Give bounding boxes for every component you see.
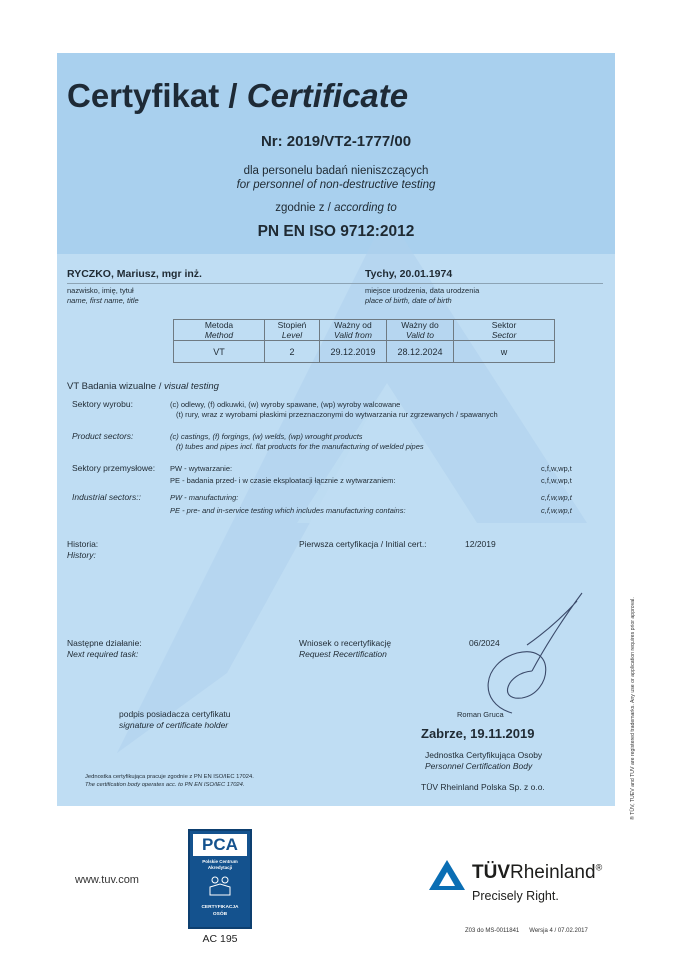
header-valid-from: Ważny od Valid from: [320, 320, 387, 341]
tuv-slogan: Precisely Right.: [472, 889, 559, 903]
header-valid-to: Ważny do Valid to: [387, 320, 454, 341]
initial-cert-date: 12/2019: [465, 539, 496, 549]
cell-valid-to: 28.12.2024: [387, 341, 454, 363]
industrial-sectors-label-en: Industrial sectors::: [72, 492, 141, 502]
method-description: VT Badania wizualne / visual testing: [67, 381, 219, 392]
industrial-sectors-label-pl: Sektory przemysłowe:: [72, 463, 156, 473]
pca-line4: OSÓB: [212, 912, 228, 917]
tuv-brand: TÜVRheinland®: [472, 862, 603, 883]
website-link[interactable]: www.tuv.com: [75, 874, 139, 886]
people-icon: [208, 875, 232, 897]
recertification-label: Wniosek o recertyfikację Request Recertification: [299, 638, 392, 659]
certificate-number: Nr: 2019/VT2-1777/00: [260, 133, 412, 150]
for-en: for personnel of non-destructive testing: [236, 179, 436, 191]
birth-info: Tychy, 20.01.1974: [365, 268, 453, 280]
form-reference: Z03 do MS-0011841 Wersja 4 / 07.02.2017: [465, 928, 588, 934]
name-label: nazwisko, imię, tytuł name, first name, title: [67, 286, 139, 305]
tuv-triangle-icon: [427, 858, 467, 892]
product-sectors-label-en: Product sectors:: [72, 431, 134, 441]
divider: [67, 283, 603, 284]
pca-logo: [188, 829, 252, 929]
industrial-pw-pl: PW - wytwarzanie:: [170, 464, 233, 473]
method-level-table: [173, 319, 555, 363]
industrial-pe-pl-code: c,f,w,wp,t: [541, 476, 572, 485]
issue-place-date: Zabrze, 19.11.2019: [421, 726, 535, 741]
cell-sector: w: [454, 341, 555, 363]
cell-valid-from: 29.12.2019: [320, 341, 387, 363]
industrial-pe-pl: PE - badania przed- i w czasie eksploatacji łącznie z wytwarzaniem:: [170, 476, 396, 485]
header-method: Metoda Method: [174, 320, 265, 341]
next-task-label: Następne działanie: Next required task:: [67, 638, 142, 659]
header-level: Stopień Level: [265, 320, 320, 341]
cell-level: 2: [265, 341, 320, 363]
birth-label: miejsce urodzenia, data urodzenia place of birth, date of birth: [365, 286, 480, 305]
table-row: [174, 341, 555, 363]
signature-scribble: [437, 583, 587, 723]
industrial-pw-en-code: c,f,w,wp,t: [541, 493, 572, 502]
according-to: [57, 202, 615, 214]
title-en: Certificate: [246, 77, 409, 114]
pca-code: AC 195: [202, 933, 238, 945]
initial-cert-label: Pierwsza certyfikacja / Initial cert.:: [299, 539, 427, 549]
holder-signature-label: podpis posiadacza certyfikatu signature of certificate holder: [119, 709, 231, 730]
according-en: according to: [334, 202, 397, 214]
industrial-pw-pl-code: c,f,w,wp,t: [541, 464, 572, 473]
title-pl: Certyfikat /: [67, 77, 238, 114]
product-sectors-label-pl: Sektory wyrobu:: [72, 399, 133, 409]
pca-line3: CERTYFIKACJA: [201, 905, 239, 910]
table-header-row: [174, 320, 555, 341]
pca-line2: Akredytacji: [207, 865, 233, 870]
industrial-pw-en: PW - manufacturing:: [170, 493, 239, 502]
pca-title: PCA: [193, 834, 247, 856]
accreditation-note: Jednostka certyfikująca pracuje zgodnie z PN EN ISO/IEC 17024. The certification body operates acc. to PN EN ISO/IEC 17024.: [85, 774, 254, 788]
recertification-date: 06/2024: [469, 638, 500, 648]
trademark-side-note: ® TÜV, TUEV and TUV are registered trademarks. Any use or application requires prior approval.: [630, 597, 636, 820]
certificate-panel: [57, 53, 615, 806]
industrial-pe-en-code: c,f,w,wp,t: [541, 506, 572, 515]
certification-body: Jednostka Certyfikująca Osoby Personnel Certification Body: [425, 750, 543, 771]
history-label: Historia: History:: [67, 539, 99, 560]
company-name: TÜV Rheinland Polska Sp. z o.o.: [421, 782, 545, 792]
signer-name: Roman Gruca: [457, 710, 504, 719]
header-sector: Sektor Sector: [454, 320, 555, 341]
holder-name: RYCZKO, Mariusz, mgr inż.: [67, 268, 202, 280]
according-pl: zgodnie z /: [275, 202, 331, 214]
cell-method: VT: [174, 341, 265, 363]
product-sectors-pl: (c) odlewy, (f) odkuwki, (w) wyroby spawane, (wp) wyroby walcowane (t) rury, wraz z wyrobami płaskimi przeznaczonymi do wytwarzania rur zgrzewanych / spawanych: [170, 400, 498, 419]
standard: PN EN ISO 9712:2012: [257, 223, 415, 240]
certificate-title: [67, 77, 408, 115]
product-sectors-en: (c) castings, (f) forgings, (w) welds, (wp) wrought products (t) tubes and pipes incl. flat products for the manufacturing of welded pipes: [170, 432, 424, 451]
industrial-pe-en: PE - pre- and in-service testing which includes manufacturing contains:: [170, 506, 406, 515]
pca-line1: Polskie Centrum: [202, 859, 238, 864]
for-pl: dla personelu badań nieniszczących: [243, 165, 429, 177]
personnel-scope: [57, 164, 615, 192]
